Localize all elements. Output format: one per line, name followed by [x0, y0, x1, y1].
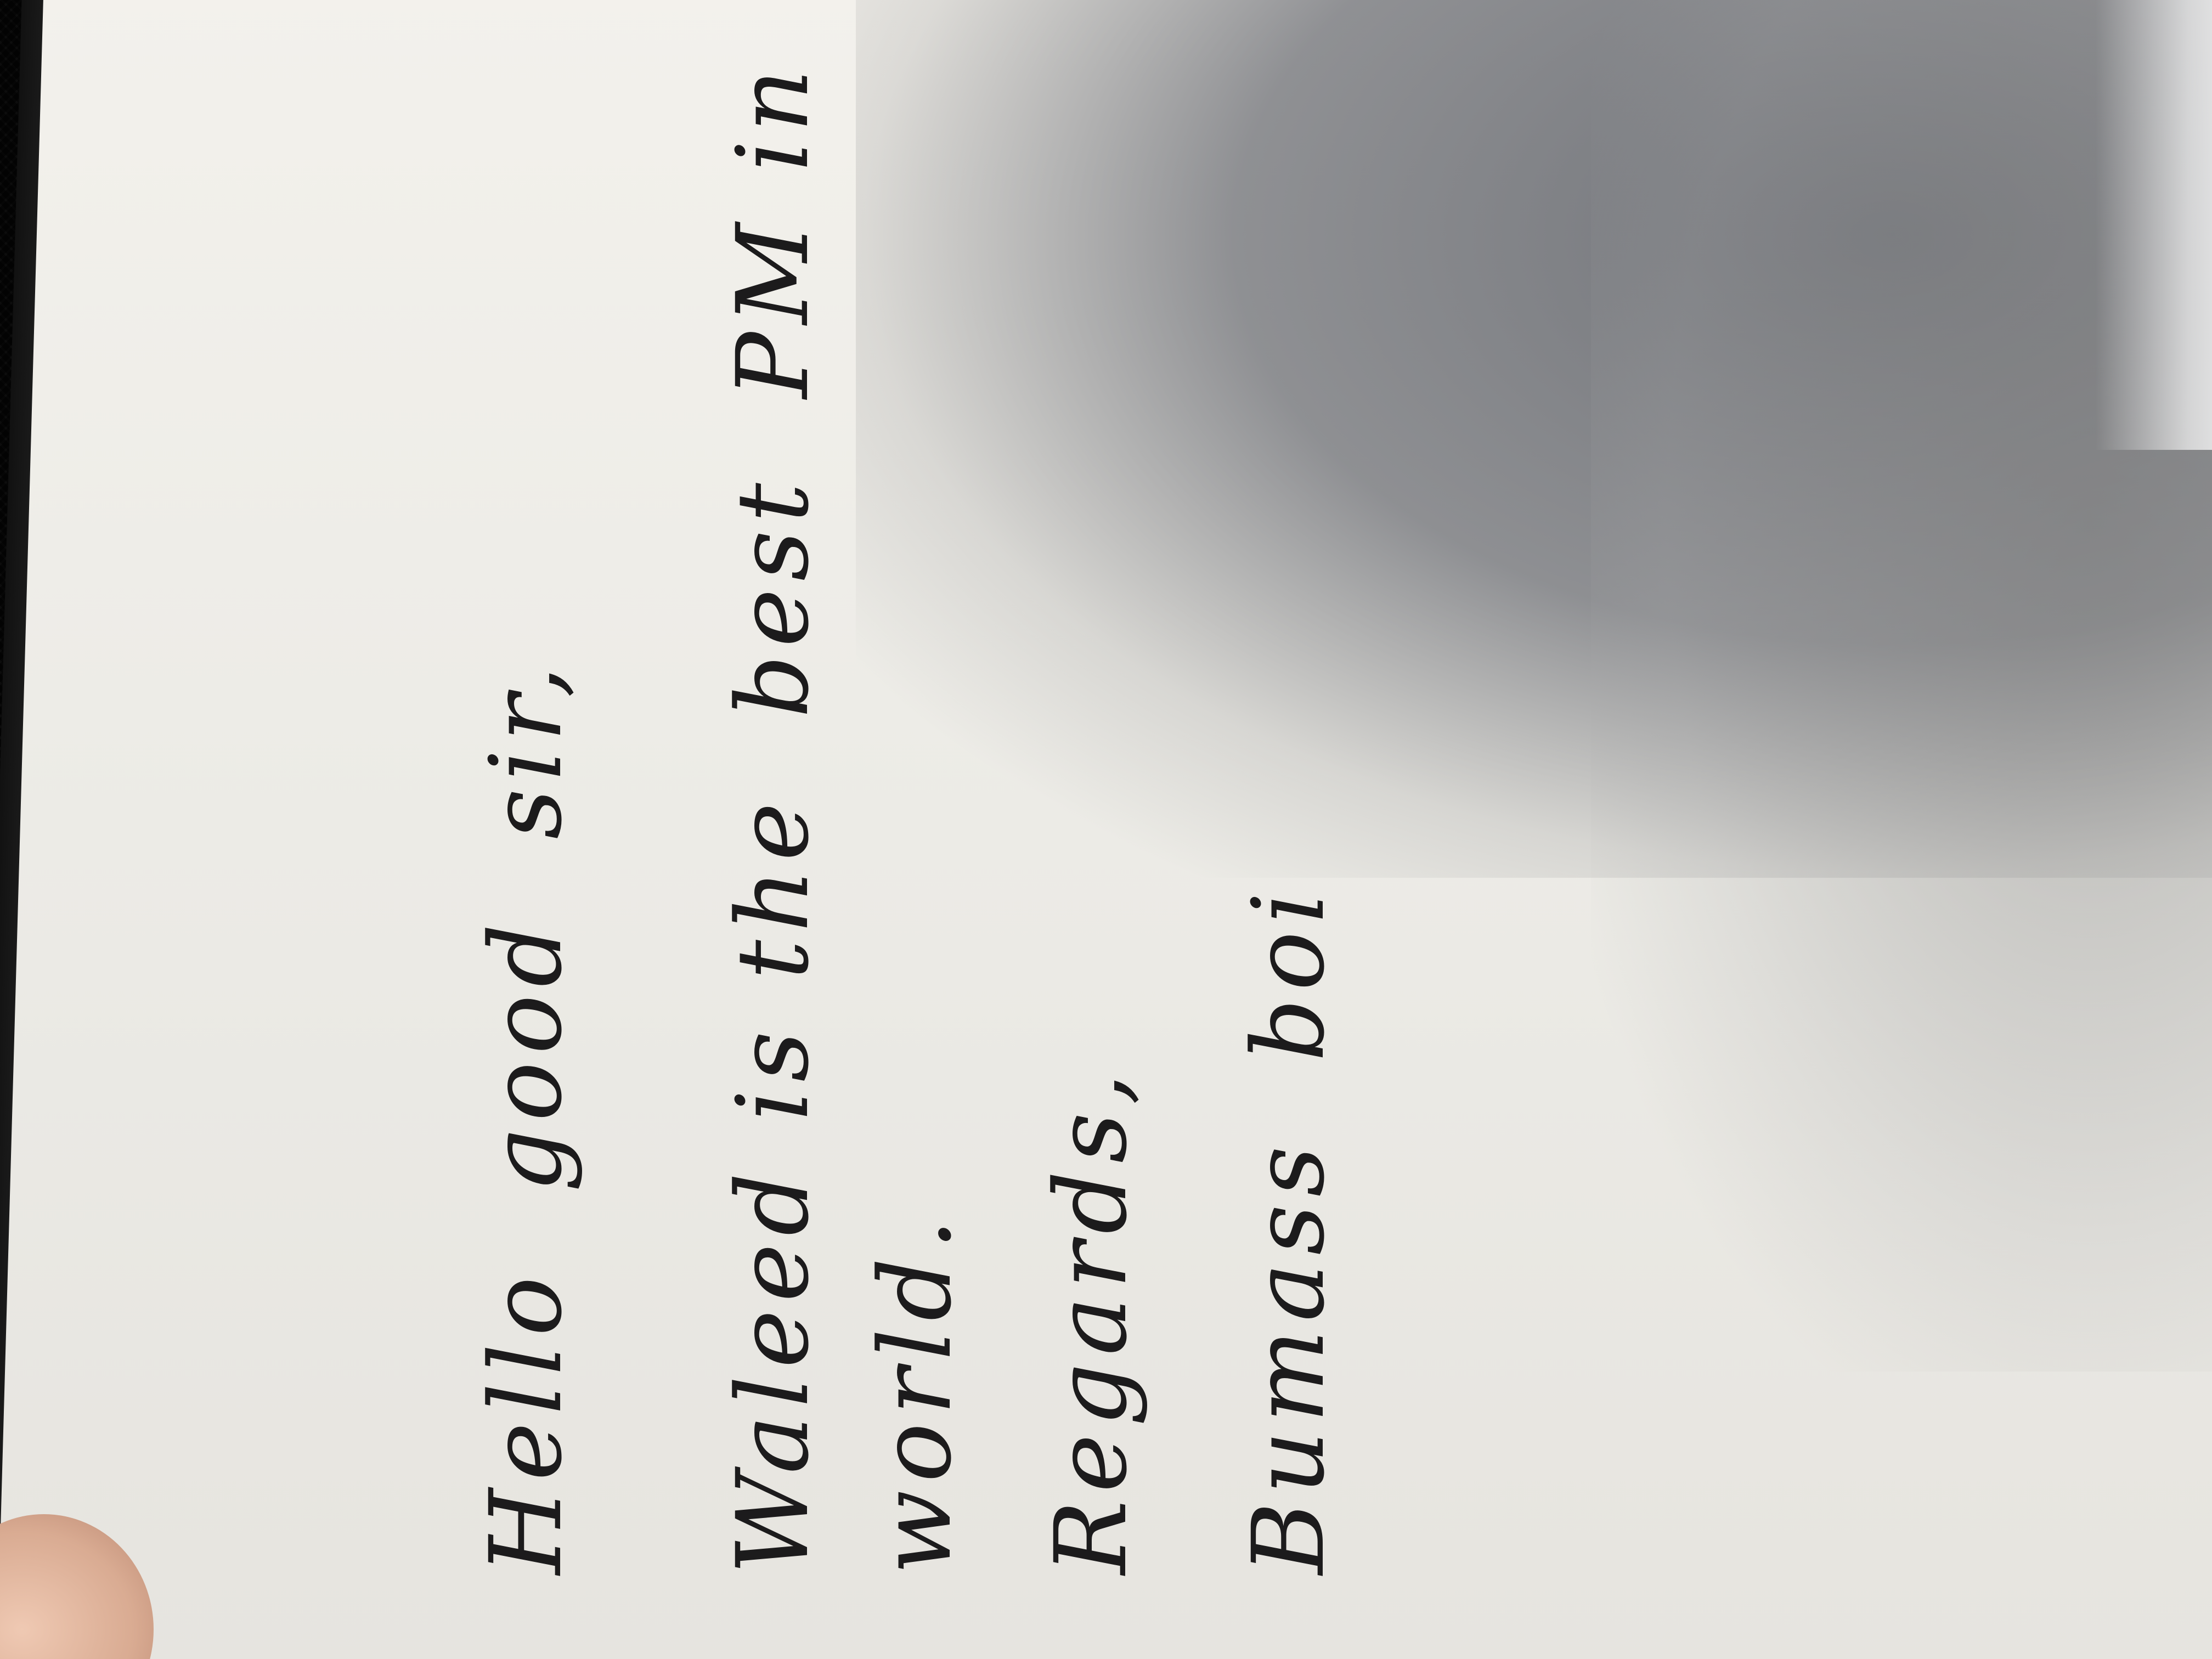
- note-word: Waleed: [716, 1165, 831, 1575]
- note-word: PM: [716, 215, 831, 399]
- note-word: best: [716, 475, 831, 718]
- note-line-body-2: [859, 1211, 973, 1575]
- note-word: Hello: [469, 1268, 584, 1575]
- note-word: the: [716, 794, 831, 980]
- note-line-signature: [1232, 884, 1346, 1575]
- handwritten-note: [469, 0, 1355, 1575]
- note-line-closing: [1034, 1065, 1149, 1575]
- note-word: Regards,: [1034, 1065, 1149, 1575]
- note-word: in: [716, 61, 831, 172]
- light-edge: [2096, 0, 2212, 450]
- note-word: good: [469, 916, 584, 1192]
- note-word: boi: [1232, 884, 1346, 1062]
- note-word: is: [716, 1023, 831, 1121]
- note-word: world.: [859, 1211, 973, 1575]
- note-line-body: [716, 0, 831, 1575]
- note-line-greeting: [469, 658, 584, 1575]
- note-word: Bumass: [1232, 1138, 1346, 1575]
- note-word: sir,: [469, 658, 584, 839]
